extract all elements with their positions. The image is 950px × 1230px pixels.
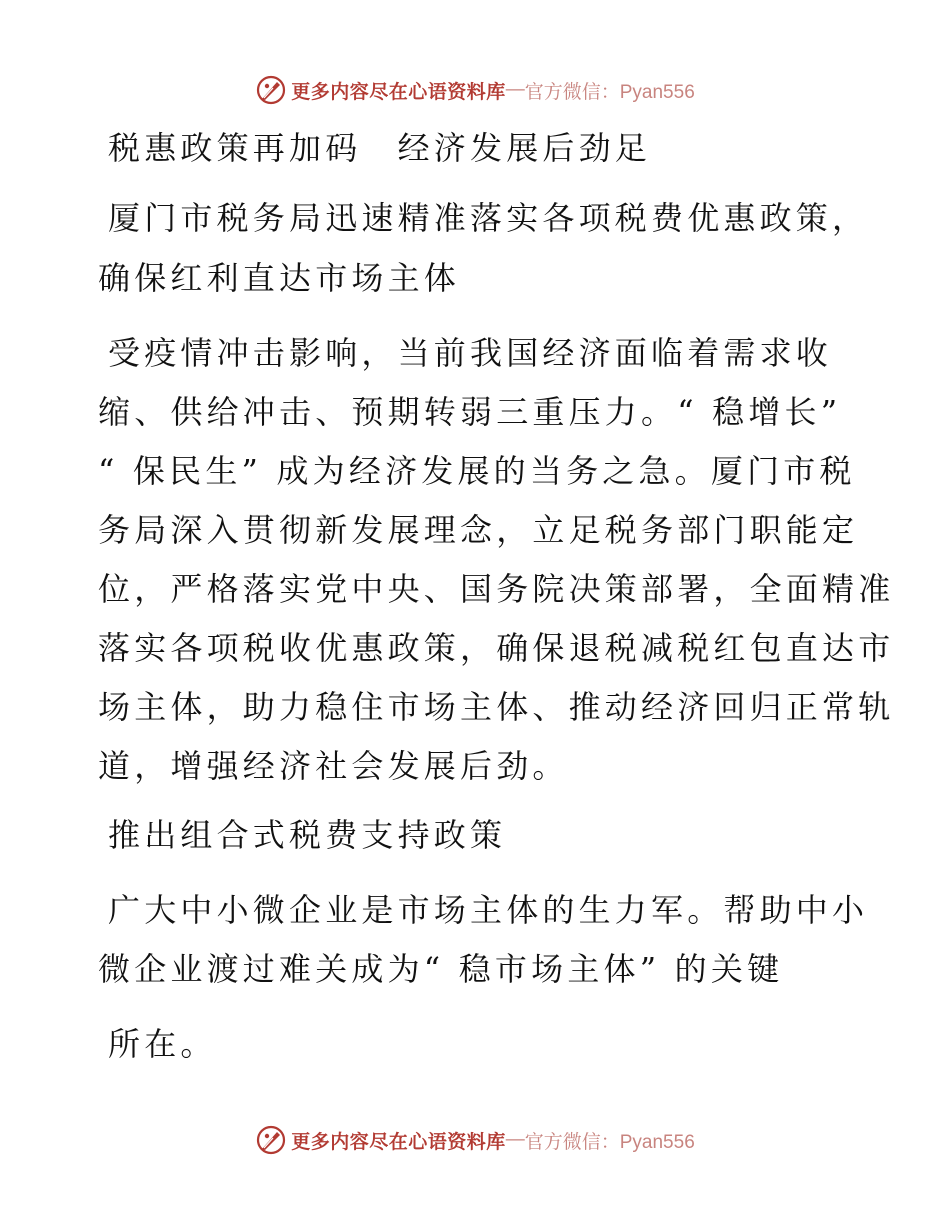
document-title: 税惠政策再加码 经济发展后劲足 <box>108 129 652 167</box>
watermark-brand: 更多内容尽在心语资料库 <box>291 1130 506 1153</box>
footer-watermark <box>0 1120 950 1160</box>
paragraph2-line-2: 微企业渡过难关成为“ 稳市场主体” 的关键 <box>98 950 784 988</box>
subtitle-line-2: 确保红利直达市场主体 <box>98 259 461 297</box>
watermark-contact: 官方微信：Pyan556 <box>524 1131 695 1153</box>
header-watermark <box>0 70 950 110</box>
paragraph3: 所在。 <box>108 1025 217 1063</box>
watermark-brand: 更多内容尽在心语资料库 <box>291 80 506 103</box>
subtitle-line-1: 厦门市税务局迅速精准落实各项税费优惠政策， <box>108 199 869 237</box>
section-heading: 推出组合式税费支持政策 <box>108 816 507 854</box>
quill-logo-icon <box>255 1124 287 1156</box>
watermark-contact: 官方微信：Pyan556 <box>524 81 695 103</box>
paragraph1-line-3: “ 保民生” 成为经济发展的当务之急。厦门市税 <box>98 452 856 490</box>
watermark-separator: — <box>505 1129 525 1150</box>
paragraph1-line-4: 务局深入贯彻新发展理念，立足税务部门职能定 <box>98 511 859 549</box>
paragraph1-line-7: 场主体，助力稳住市场主体、推动经济回归正常轨 <box>98 688 895 726</box>
paragraph1-line-6: 落实各项税收优惠政策，确保退税减税红包直达市 <box>98 629 895 667</box>
paragraph1-line-1: 受疫情冲击影响，当前我国经济面临着需求收 <box>108 334 833 372</box>
paragraph1-line-8: 道，增强经济社会发展后劲。 <box>98 747 569 785</box>
watermark-separator: — <box>505 79 525 100</box>
quill-logo-icon <box>255 74 287 106</box>
paragraph2-line-1: 广大中小微企业是市场主体的生力军。帮助中小 <box>108 891 869 929</box>
paragraph1-line-5: 位，严格落实党中央、国务院决策部署，全面精准 <box>98 570 895 608</box>
paragraph1-line-2: 缩、供给冲击、预期转弱三重压力。“ 稳增长” <box>98 393 842 431</box>
